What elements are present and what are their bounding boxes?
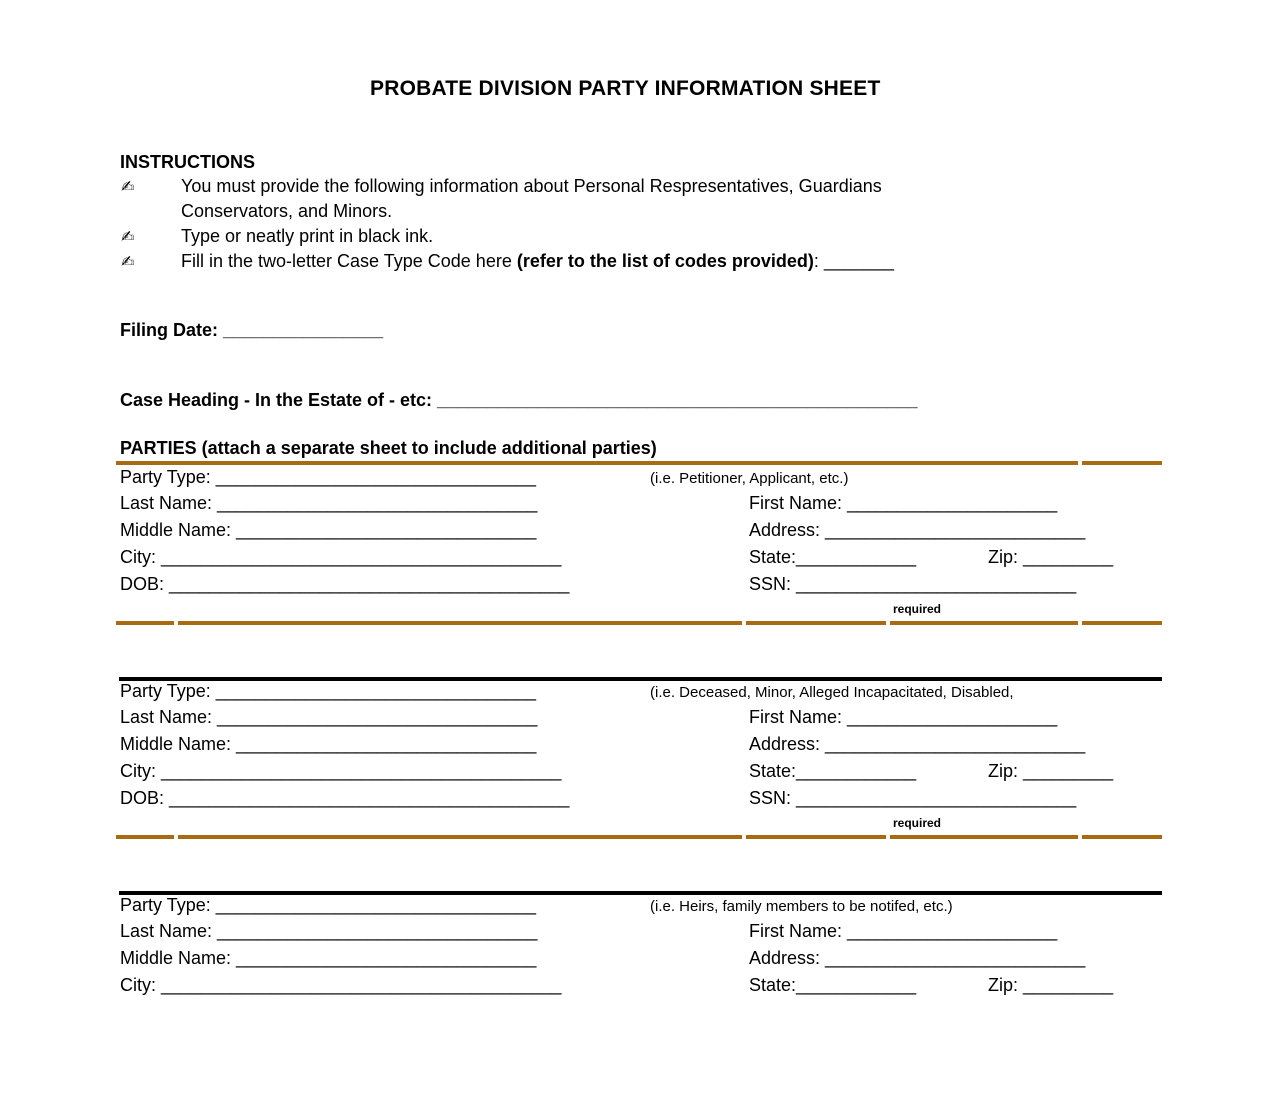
party-2-type-field[interactable]: Party Type: ________________________________ [120,681,537,701]
party-2-bottom-rule-e [1082,835,1162,839]
party-1-type-field[interactable]: Party Type: ________________________________ [120,467,537,487]
case-type-code-field[interactable]: : _______ [813,251,894,271]
party-1-last-name-field[interactable]: Last Name: ________________________________ [120,493,538,513]
party-1-ssn-required-label: required [893,602,942,616]
case-heading-field[interactable]: Case Heading - In the Estate of - etc: ________________________________________________ [120,390,918,410]
instruction-1-line-1: You must provide the following information about Personal Respresentatives, Guardians [181,176,882,196]
party-2-middle-name-field[interactable]: Middle Name: ______________________________ [120,734,537,754]
page-title: PROBATE DIVISION PARTY INFORMATION SHEET [370,77,881,100]
party-1-first-name-field[interactable]: First Name: _____________________ [749,493,1058,513]
party-1-state-field[interactable]: State:____________ [749,547,917,567]
party-1-bottom-rule-a [116,621,174,625]
instruction-2: Type or neatly print in black ink. [181,226,434,246]
instructions-heading: INSTRUCTIONS [120,152,255,172]
party-2-city-field[interactable]: City: ________________________________________ [120,761,562,781]
party-1-address-field[interactable]: Address: __________________________ [749,520,1086,540]
party-3-first-name-field[interactable]: First Name: _____________________ [749,921,1058,941]
party-2-bottom-rule-b [178,835,742,839]
party-1-zip-field[interactable]: Zip: _________ [988,547,1114,567]
party-1-type-note: (i.e. Petitioner, Applicant, etc.) [650,470,849,487]
party-1-ssn-field[interactable]: SSN: ____________________________ [749,574,1077,594]
party-3-middle-name-field[interactable]: Middle Name: ______________________________ [120,948,537,968]
writing-hand-icon: ✍ [121,254,135,271]
party-1-middle-name-field[interactable]: Middle Name: ______________________________ [120,520,537,540]
party-2-ssn-required-label: required [893,816,942,830]
party-2-address-field[interactable]: Address: __________________________ [749,734,1086,754]
party-1-bottom-rule-b [178,621,742,625]
party-2-ssn-field[interactable]: SSN: ____________________________ [749,788,1077,808]
party-2-last-name-field[interactable]: Last Name: ________________________________ [120,707,538,727]
party-1-bottom-rule-d [890,621,1078,625]
party-2-bottom-rule-d [890,835,1078,839]
instruction-1-line-2: Conservators, and Minors. [181,201,393,221]
party-2-type-note: (i.e. Deceased, Minor, Alleged Incapacitated, Disabled, [650,684,1014,701]
party-1-bottom-rule-c [746,621,886,625]
party-1-top-rule-end [1082,461,1162,465]
party-1-top-rule [116,461,1078,465]
parties-heading: PARTIES (attach a separate sheet to include additional parties) [120,438,657,458]
party-2-bottom-rule-a [116,835,174,839]
party-3-zip-field[interactable]: Zip: _________ [988,975,1114,995]
party-2-dob-field[interactable]: DOB: ________________________________________ [120,788,570,808]
party-2-state-field[interactable]: State:____________ [749,761,917,781]
party-2-bottom-rule-c [746,835,886,839]
party-2-first-name-field[interactable]: First Name: _____________________ [749,707,1058,727]
writing-hand-icon: ✍ [121,179,135,196]
instruction-3-text: Fill in the two-letter Case Type Code here [181,251,517,271]
party-3-address-field[interactable]: Address: __________________________ [749,948,1086,968]
instruction-3-bold: (refer to the list of codes provided) [516,251,814,271]
party-3-last-name-field[interactable]: Last Name: ________________________________ [120,921,538,941]
party-1-dob-field[interactable]: DOB: ________________________________________ [120,574,570,594]
party-2-zip-field[interactable]: Zip: _________ [988,761,1114,781]
party-1-bottom-rule-e [1082,621,1162,625]
party-3-state-field[interactable]: State:____________ [749,975,917,995]
filing-date-field[interactable]: Filing Date: ________________ [120,320,384,340]
instruction-3 [181,250,894,272]
party-3-type-note: (i.e. Heirs, family members to be notifed, etc.) [650,898,953,915]
party-3-city-field[interactable]: City: ________________________________________ [120,975,562,995]
party-3-type-field[interactable]: Party Type: ________________________________ [120,895,537,915]
party-1-city-field[interactable]: City: ________________________________________ [120,547,562,567]
writing-hand-icon: ✍ [121,229,135,246]
